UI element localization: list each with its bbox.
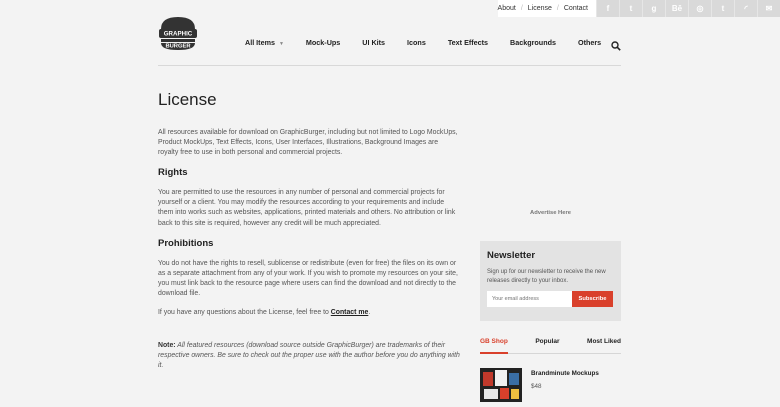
page-title: License <box>158 90 217 109</box>
logo-text-line2: BURGER <box>165 43 191 50</box>
googleplus-icon[interactable]: g <box>642 0 665 17</box>
tab-gb-shop[interactable]: GB Shop <box>480 337 508 354</box>
contact-link[interactable]: Contact <box>563 5 588 12</box>
nav-text-effects[interactable]: Text Effects <box>447 38 489 47</box>
logo-text-line1: GRAPHIC <box>163 30 193 38</box>
rights-heading: Rights <box>158 167 188 179</box>
social-links <box>596 0 780 17</box>
email-icon[interactable]: ✉ <box>757 0 780 17</box>
nav-backgrounds[interactable]: Backgrounds <box>510 38 556 47</box>
main-nav <box>245 38 623 47</box>
nav-ui-kits[interactable]: UI Kits <box>362 38 386 47</box>
newsletter-text: Sign up for our newsletter to receive the new releases directly to your inbox. <box>487 269 606 284</box>
intro-paragraph: All resources available for download on GraphicBurger, including but not limited to Logo MockUps, Product MockUps, Text Effects, Icons, User Interfaces, Illustrations, Background Images are royalty free to use in both personal and commercial projects. <box>158 129 458 157</box>
nav-all-items-label: All Items <box>245 38 275 47</box>
questions-suffix: . <box>368 309 371 317</box>
chevron-down-icon: ▼ <box>278 41 284 47</box>
shop-item[interactable] <box>480 368 621 404</box>
newsletter-form <box>487 291 613 307</box>
questions-paragraph <box>158 308 460 318</box>
shop-item-thumbnail <box>480 368 522 402</box>
prohibitions-paragraph: You do not have the rights to resell, sublicense or redistribute (even for free) the files on its own or as a separate attachment from any of your work. If you wish to promote my resources on your site, you must link back to the resource page where users can find the download and not directly to the download file. <box>158 259 458 297</box>
note-text: All featured resources (download source outside GraphicBurger) are trademarks of their respective owners. Be sure to check out the proper use with the author before you do anything with it. <box>158 342 460 370</box>
license-link[interactable]: License <box>527 5 552 12</box>
tab-most-liked[interactable]: Most Liked <box>587 338 621 345</box>
newsletter-title: Newsletter <box>487 250 536 261</box>
newsletter-box <box>480 241 621 321</box>
behance-icon[interactable]: Bē <box>665 0 688 17</box>
tab-popular[interactable]: Popular <box>535 338 560 345</box>
note-paragraph <box>158 341 460 371</box>
top-utility-bar <box>498 0 780 17</box>
nav-others[interactable]: Others <box>577 38 602 47</box>
top-links <box>498 0 596 17</box>
twitter-icon[interactable]: t <box>619 0 642 17</box>
license-content <box>158 90 460 380</box>
shop-item-price: $48 <box>531 383 542 390</box>
advertise-here[interactable]: Advertise Here <box>530 210 571 216</box>
nav-mock-ups[interactable]: Mock-Ups <box>305 38 341 47</box>
contact-me-link[interactable]: Contact me <box>330 309 369 317</box>
about-link[interactable]: About <box>497 5 516 12</box>
header-divider <box>158 65 621 66</box>
prohibitions-heading: Prohibitions <box>158 237 214 249</box>
separator: / <box>520 5 523 12</box>
search-icon[interactable] <box>611 38 621 48</box>
subscribe-button[interactable]: Subscribe <box>572 291 613 307</box>
facebook-icon[interactable]: f <box>596 0 619 17</box>
rss-icon[interactable]: ◜ <box>734 0 757 17</box>
sidebar-tabs <box>480 337 621 354</box>
dribbble-icon[interactable]: ◎ <box>688 0 711 17</box>
nav-icons[interactable]: Icons <box>407 38 426 47</box>
note-label: Note: <box>158 342 176 350</box>
shop-item-title: Brandminute Mockups <box>531 370 599 377</box>
nav-all-items[interactable] <box>245 38 284 47</box>
email-field[interactable] <box>487 291 572 307</box>
questions-text: If you have any questions about the License, feel free to <box>158 309 329 317</box>
rights-paragraph: You are permitted to use the resources in any number of personal and commercial projects for yourself or a client. You may modify the resources according to your requirements and include them into works such as websites, applications, printed materials and others. No attribution or link back to this site is required, however any credit will be much appreciated. <box>158 189 456 227</box>
separator: / <box>556 5 559 12</box>
graphicburger-logo[interactable] <box>158 15 198 51</box>
tumblr-icon[interactable]: t <box>711 0 734 17</box>
